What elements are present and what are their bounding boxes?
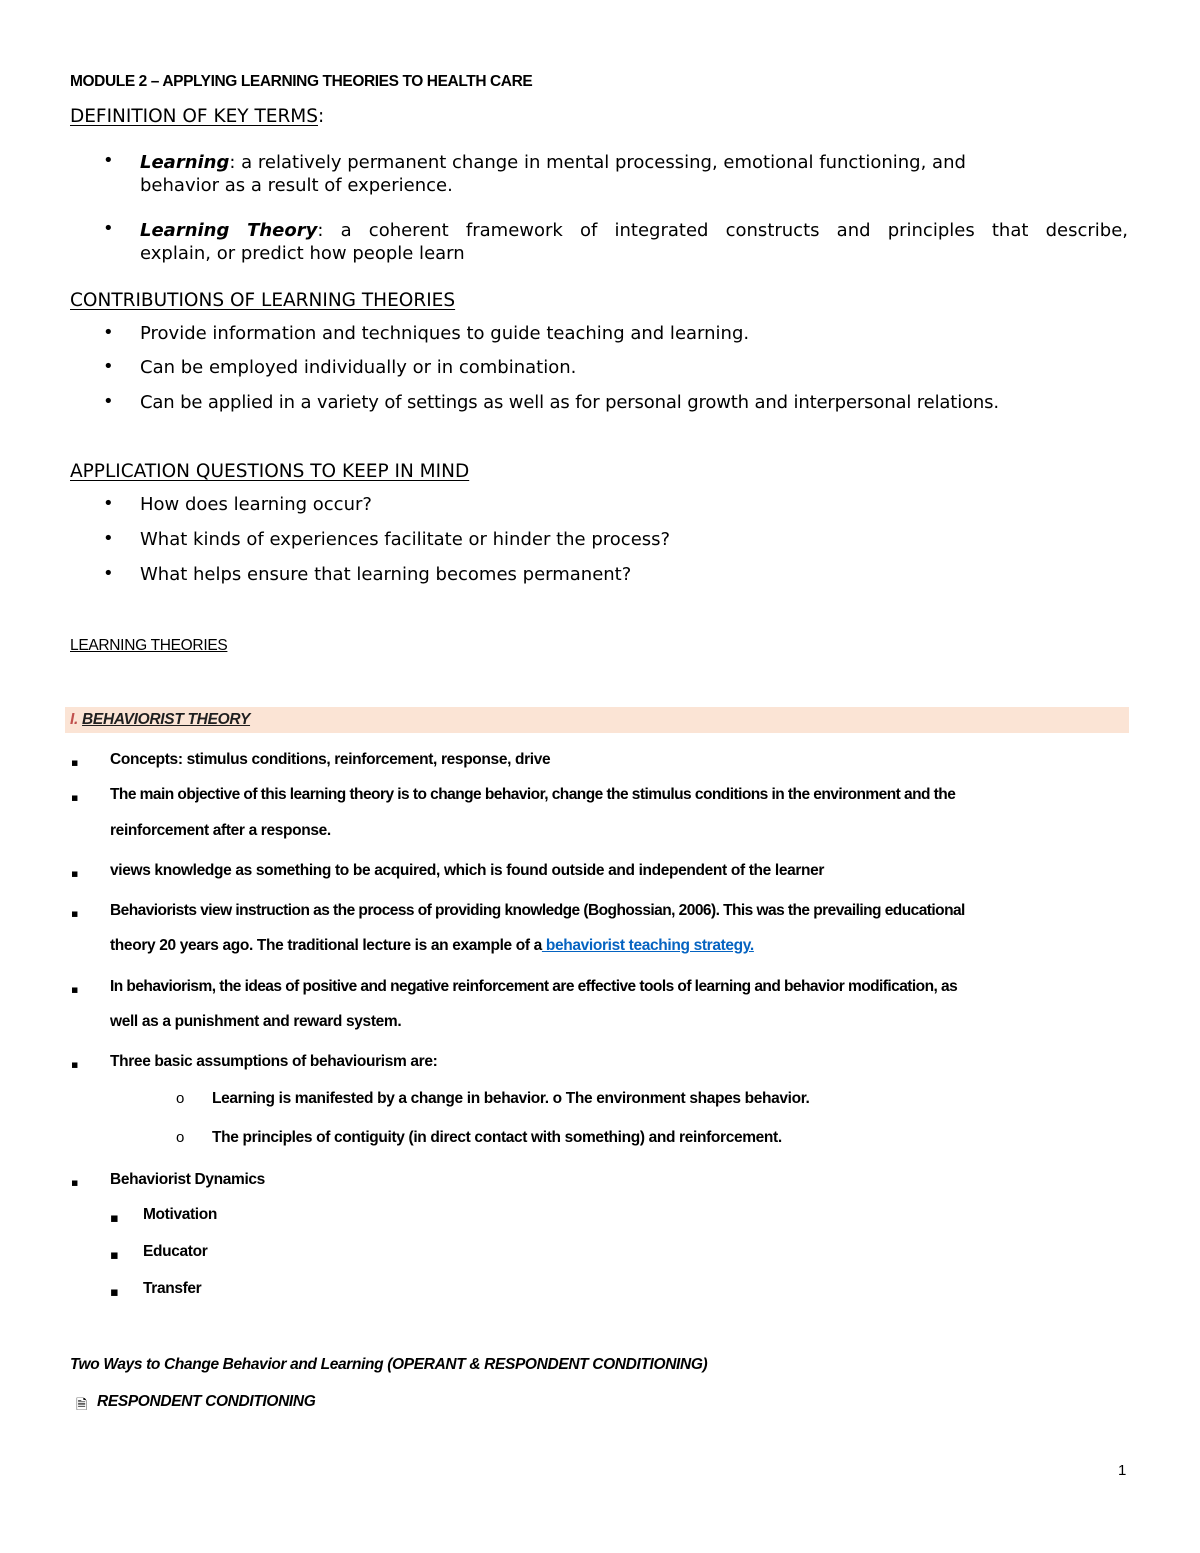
- application-item: How does learning occur?: [140, 494, 372, 515]
- square-bullet-icon: ▪: [71, 907, 79, 920]
- behaviorist-dynamics-label: Behaviorist Dynamics: [110, 1171, 265, 1188]
- square-bullet-icon: ▪: [110, 1248, 119, 1263]
- square-bullet-icon: ▪: [71, 1058, 79, 1071]
- definitions-heading: [70, 106, 324, 127]
- behaviorist-line: Behaviorists view instruction as the process of providing knowledge (Boghossian, 2006). This was the prevailing educational: [110, 902, 965, 919]
- assumption-item: The principles of contiguity (in direct contact with something) and reinforcement.: [212, 1129, 782, 1146]
- learning-theories-heading: LEARNING THEORIES: [70, 637, 228, 654]
- circle-bullet-icon: o: [176, 1090, 185, 1107]
- module-title: MODULE 2 – APPLYING LEARNING THEORIES TO HEALTH CARE: [70, 73, 533, 90]
- application-item: What kinds of experiences facilitate or hinder the process?: [140, 529, 671, 550]
- square-bullet-icon: ▪: [110, 1211, 119, 1226]
- bullet-icon: •: [103, 391, 114, 412]
- behaviorist-number: I.: [70, 711, 83, 728]
- square-bullet-icon: ▪: [110, 1285, 119, 1300]
- dynamics-item: Transfer: [143, 1280, 202, 1297]
- definitions-heading-text: DEFINITION OF KEY TERMS: [70, 106, 318, 127]
- definition-learning-line1: [140, 152, 966, 173]
- circle-bullet-icon: o: [176, 1129, 185, 1146]
- definitions-heading-colon: :: [318, 106, 325, 127]
- behaviorist-heading: [70, 711, 250, 729]
- square-bullet-icon: ▪: [71, 756, 79, 769]
- term-learning: Learning: [140, 152, 230, 173]
- definition-theory-text: : a coherent framework of integrated constructs and principles that describe,: [317, 220, 1128, 241]
- contribution-item: Can be employed individually or in combination.: [140, 357, 577, 378]
- behaviorist-line: The main objective of this learning theory is to change behavior, change the stimulus conditions in the environment and the: [110, 786, 956, 803]
- behaviorist-line: reinforcement after a response.: [110, 822, 331, 839]
- two-ways-heading: Two Ways to Change Behavior and Learning (OPERANT & RESPONDENT CONDITIONING): [70, 1356, 708, 1373]
- checkbox-icon: 🗎: [76, 1397, 88, 1413]
- behaviorist-line: well as a punishment and reward system.: [110, 1013, 402, 1030]
- square-bullet-icon: ▪: [71, 983, 79, 996]
- behaviorist-line: views knowledge as something to be acquired, which is found outside and independent of the learner: [110, 862, 825, 879]
- bullet-icon: •: [103, 356, 114, 377]
- contributions-heading: CONTRIBUTIONS OF LEARNING THEORIES: [70, 290, 456, 311]
- behaviorist-title: BEHAVIORIST THEORY: [82, 711, 251, 728]
- bullet-icon: •: [103, 563, 114, 584]
- bullet-icon: •: [103, 150, 114, 171]
- assumption-item: Learning is manifested by a change in behavior. o The environment shapes behavior.: [212, 1090, 810, 1107]
- dynamics-item: Motivation: [143, 1206, 217, 1223]
- square-bullet-icon: ▪: [71, 1176, 79, 1189]
- dynamics-item: Educator: [143, 1243, 208, 1260]
- behaviorist-line: Three basic assumptions of behaviourism are:: [110, 1053, 438, 1070]
- page-number: 1: [1118, 1462, 1127, 1479]
- definition-learning-line2: behavior as a result of experience.: [140, 175, 453, 196]
- definition-learning-text: : a relatively permanent change in mental processing, emotional functioning, and: [229, 152, 966, 173]
- contribution-item: Provide information and techniques to guide teaching and learning.: [140, 323, 750, 344]
- behaviorist-line: Concepts: stimulus conditions, reinforcement, response, drive: [110, 751, 551, 768]
- contribution-item: Can be applied in a variety of settings as well as for personal growth and interpersonal relations.: [140, 392, 999, 413]
- respondent-conditioning-heading: RESPONDENT CONDITIONING: [97, 1393, 316, 1410]
- square-bullet-icon: ▪: [71, 867, 79, 880]
- bullet-icon: •: [103, 218, 114, 239]
- term-learning-theory: Learning Theory: [140, 220, 318, 241]
- bullet-icon: •: [103, 493, 114, 514]
- application-item: What helps ensure that learning becomes permanent?: [140, 564, 632, 585]
- bullet-icon: •: [103, 322, 114, 343]
- behaviorist-line-text: theory 20 years ago. The traditional lecture is an example of a: [110, 937, 542, 954]
- definition-theory-line2: explain, or predict how people learn: [140, 243, 465, 264]
- square-bullet-icon: ▪: [71, 791, 79, 804]
- behaviorist-teaching-strategy-link[interactable]: behaviorist teaching strategy.: [541, 937, 754, 954]
- behaviorist-line-with-link: [110, 937, 754, 955]
- definition-theory-line1: [140, 220, 1128, 241]
- bullet-icon: •: [103, 528, 114, 549]
- application-heading: APPLICATION QUESTIONS TO KEEP IN MIND: [70, 461, 470, 482]
- behaviorist-line: In behaviorism, the ideas of positive and negative reinforcement are effective tools of learning and behavior modification, as: [110, 978, 958, 995]
